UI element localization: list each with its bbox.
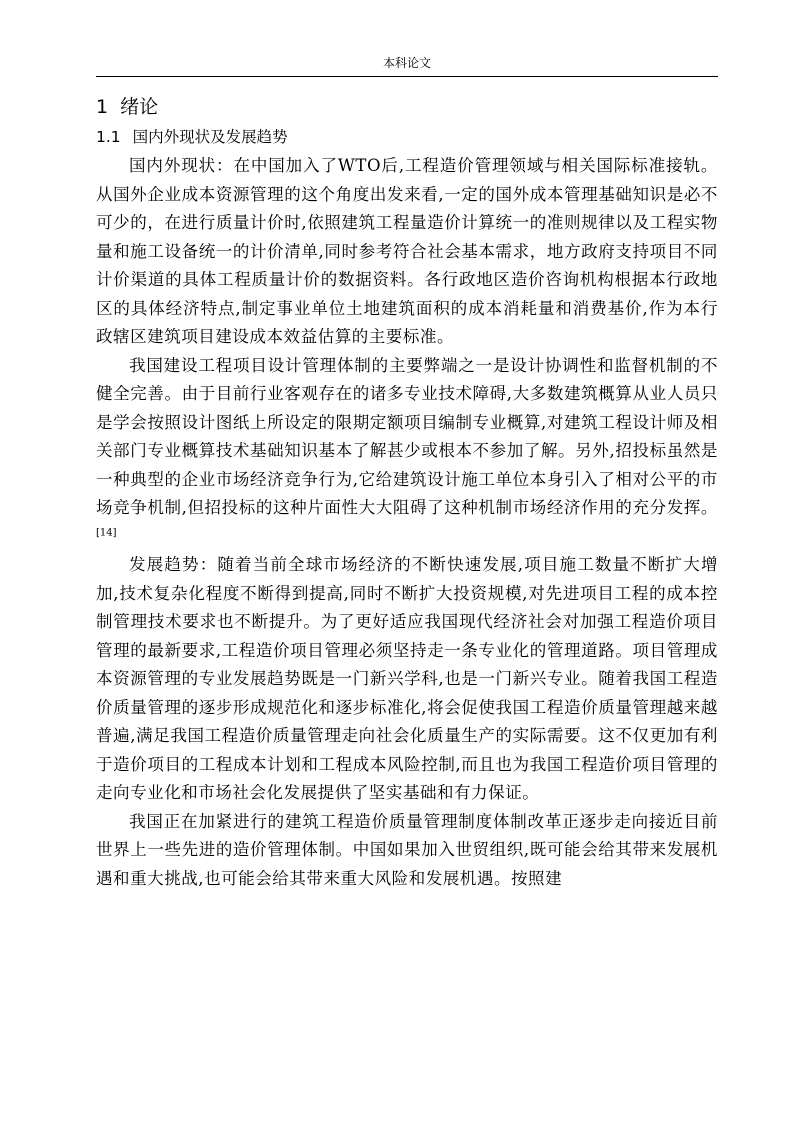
paragraph-design-management — [96, 352, 718, 552]
subsection-heading — [96, 122, 718, 152]
header-divider — [96, 76, 718, 77]
citation-marker: [14] — [96, 527, 117, 538]
paragraph-text: 我国建设工程项目设计管理体制的主要弊端之一是设计协调性和监督机制的不健全完善。由于目前行业客观存在的诸多专业技术障碍,大多数建筑概算从业人员只是学会按照设计图纸上所设定的限期定额项目编制专业概算,对建筑工程设计师及相关部门专业概算技术基础知识基本了解甚少或根本不参加了解。另外,招投标虽然是一种典型的企业市场经济竞争行为,它给建筑设计施工单位本身引入了相对公平的市场竞争机制,但招投标的这种片面性大大阻碍了这种机制市场经济作用的充分发挥。 — [96, 355, 718, 517]
section-heading — [96, 92, 718, 122]
document-body — [96, 92, 718, 893]
page-header: 本科论文 — [382, 56, 431, 70]
paragraph-development-trend — [96, 551, 718, 808]
paragraph-text: 我国正在加紧进行的建筑工程造价质量管理制度体制改革正逐步走向接近目前世界上一些先进的造价管理体制。中国如果加入世贸组织,既可能会给其带来发展机遇和重大挑战,也可能会给其带来重大风险和发展机遇。按照建 — [96, 811, 718, 888]
subsection-number: 1.1 — [96, 128, 121, 146]
subsection-title: 国内外现状及发展趋势 — [132, 128, 288, 146]
paragraph-text: 发展趋势：随着当前全球市场经济的不断快速发展,项目施工数量不断扩大增加,技术复杂化程度不断得到提高,同时不断扩大投资规模,对先进项目工程的成本控制管理技术要求也不断提升。为了更好适应我国现代经济社会对加强工程造价项目管理的最新要求,工程造价项目管理必须坚持走一条专业化的管理道路。项目管理成本资源管理的专业发展趋势既是一门新兴学科,也是一门新兴专业。随着我国工程造价质量管理的逐步形成规范化和逐步标准化,将会促使我国工程造价质量管理越来越普遍,满足我国工程造价质量管理走向社会化质量生产的实际需要。这不仅更加有利于造价项目的工程成本计划和工程成本风险控制,而且也为我国工程造价项目管理的走向专业化和市场社会化发展提供了坚实基础和有力保证。 — [96, 555, 718, 802]
section-number: 1 — [96, 96, 109, 118]
section-title: 绪论 — [120, 96, 159, 118]
paragraph-current-status — [96, 152, 718, 352]
paragraph-text: 国内外现状：在中国加入了WTO后,工程造价管理领域与相关国际标准接轨。从国外企业成本资源管理的这个角度出发来看,一定的国外成本管理基础知识是必不可少的，在进行质量计价时,依照建筑工程量造价计算统一的准则规律以及工程实物量和施工设备统一的计价清单,同时参考符合社会基本需求，地方政府支持项目不同计价渠道的具体工程质量计价的数据资料。各行政地区造价咨询机构根据本行政地区的具体经济特点,制定事业单位土地建筑面积的成本消耗量和消费基价,作为本行政辖区建筑项目建设成本效益估算的主要标准。 — [96, 156, 718, 346]
paragraph-reform — [96, 808, 718, 894]
